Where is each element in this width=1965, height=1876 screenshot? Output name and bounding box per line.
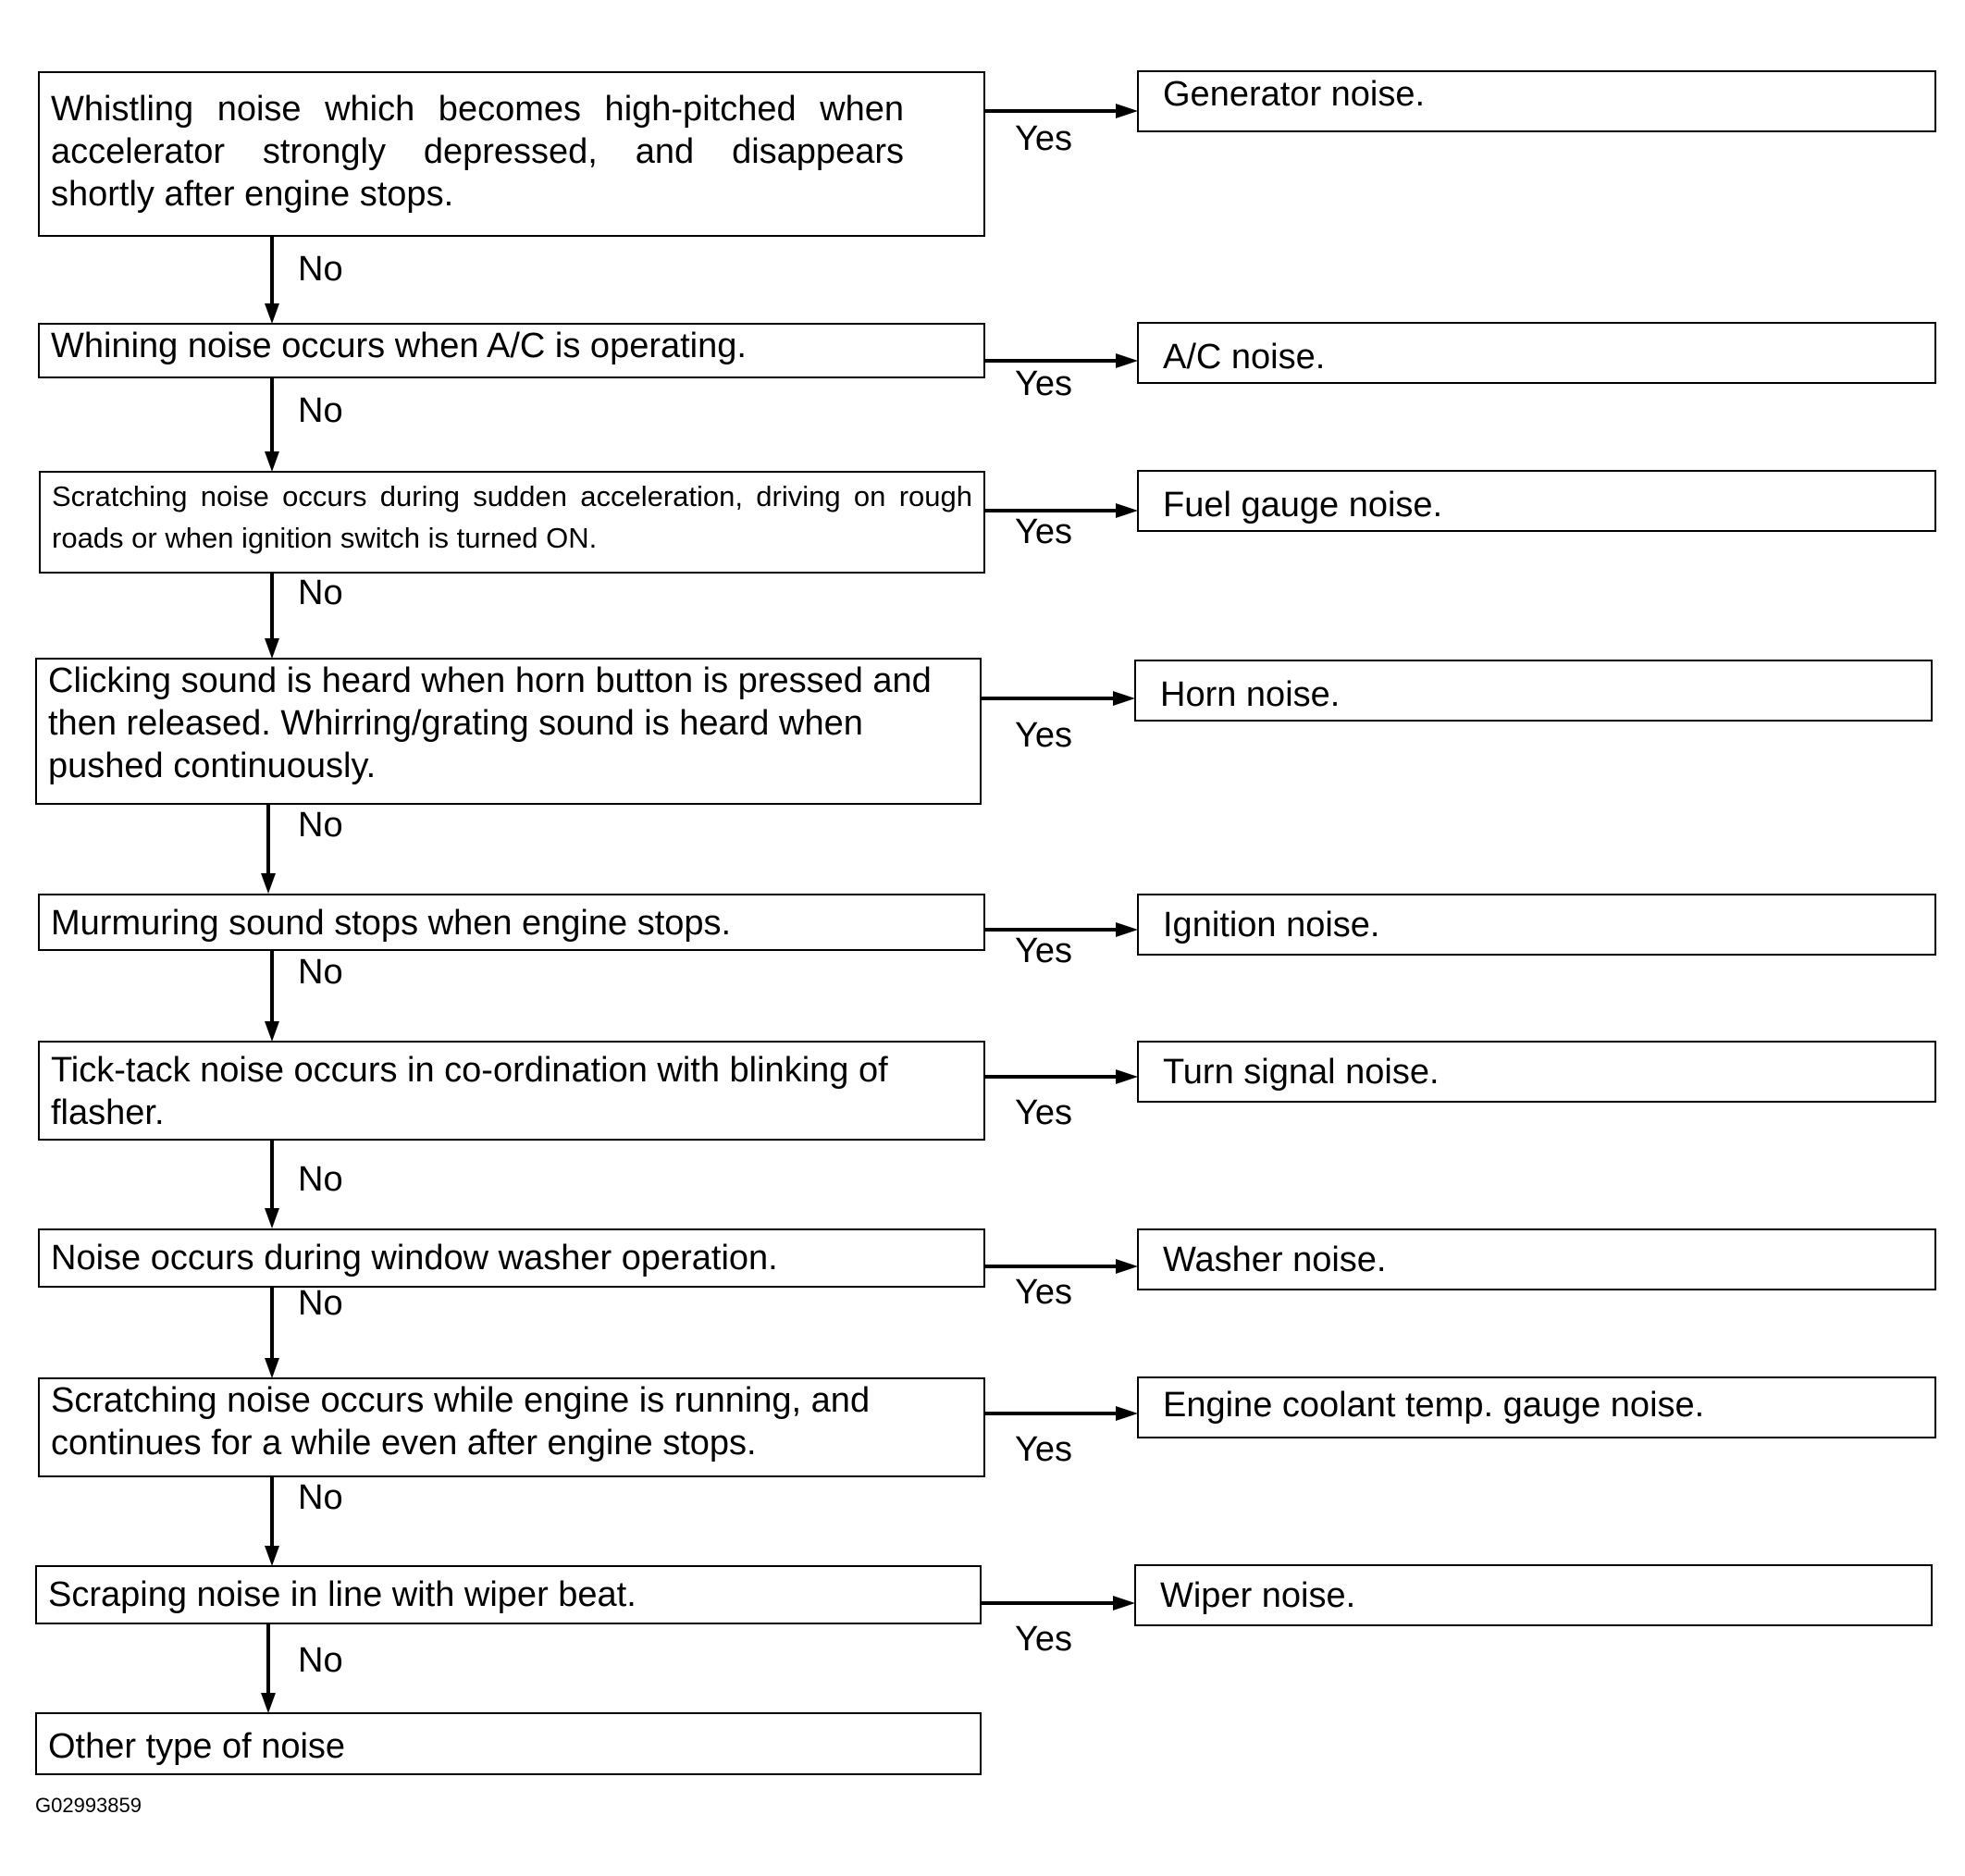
result-box: Washer noise.: [1137, 1228, 1936, 1290]
yes-arrowhead-6: [1116, 1069, 1138, 1084]
no-label: No: [298, 574, 343, 612]
no-arrowhead-8: [265, 1546, 279, 1566]
result-box: Turn signal noise.: [1137, 1041, 1936, 1103]
yes-label: Yes: [1015, 364, 1072, 403]
yes-label: Yes: [1015, 512, 1072, 551]
yes-label: Yes: [1015, 716, 1072, 755]
no-label: No: [298, 953, 343, 992]
no-arrowhead-7: [265, 1358, 279, 1378]
figure-code: G02993859: [35, 1794, 142, 1817]
no-label: No: [298, 806, 343, 845]
no-arrowhead-5: [265, 1021, 279, 1042]
yes-label: Yes: [1015, 1273, 1072, 1312]
no-label: No: [298, 1641, 343, 1680]
yes-arrowhead-9: [1113, 1596, 1135, 1611]
no-label: No: [298, 391, 343, 430]
question-box: Whining noise occurs when A/C is operating.: [38, 323, 985, 378]
no-arrowhead-6: [265, 1208, 279, 1228]
no-arrowhead-3: [265, 638, 279, 659]
no-label: No: [298, 1160, 343, 1199]
yes-arrowhead-3: [1116, 503, 1138, 518]
yes-label: Yes: [1015, 1620, 1072, 1659]
question-box: Scratching noise occurs while engine is running, and continues for a while even after engine stops.: [38, 1377, 985, 1477]
result-box: Ignition noise.: [1137, 894, 1936, 956]
no-arrowhead-2: [265, 451, 279, 472]
question-box: Noise occurs during window washer operation.: [38, 1228, 985, 1288]
yes-arrowhead-1: [1116, 104, 1138, 118]
result-box: A/C noise.: [1137, 322, 1936, 384]
result-box: Fuel gauge noise.: [1137, 470, 1936, 532]
question-box: Clicking sound is heard when horn button is pressed and then released. Whirring/grating sound is heard when pushed continuously.: [35, 658, 982, 805]
no-arrowhead-4: [261, 873, 276, 894]
result-box: Wiper noise.: [1134, 1564, 1933, 1626]
yes-label: Yes: [1015, 932, 1072, 970]
yes-arrowhead-7: [1116, 1259, 1138, 1274]
yes-arrowhead-8: [1116, 1406, 1138, 1421]
no-arrowhead-9: [261, 1693, 276, 1713]
yes-label: Yes: [1015, 1430, 1072, 1469]
no-arrowhead-1: [265, 303, 279, 324]
result-box: Engine coolant temp. gauge noise.: [1137, 1376, 1936, 1438]
yes-label: Yes: [1015, 1093, 1072, 1132]
no-label: No: [298, 1284, 343, 1323]
yes-arrowhead-4: [1113, 691, 1135, 706]
question-box: Tick-tack noise occurs in co-ordination with blinking of flasher.: [38, 1041, 985, 1141]
final-box: Other type of noise: [35, 1712, 982, 1775]
yes-label: Yes: [1015, 119, 1072, 158]
result-box: Generator noise.: [1137, 70, 1936, 132]
question-box: Murmuring sound stops when engine stops.: [38, 894, 985, 951]
question-box: Scraping noise in line with wiper beat.: [35, 1565, 982, 1624]
result-box: Horn noise.: [1134, 660, 1933, 722]
question-box: Whistling noise which becomes high-pitched when accelerator strongly depressed, and disappears shortly after engine stops.: [38, 71, 985, 237]
yes-arrowhead-5: [1116, 922, 1138, 937]
no-label: No: [298, 250, 343, 289]
yes-arrowhead-2: [1116, 353, 1138, 368]
question-box: Scratching noise occurs during sudden acceleration, driving on rough roads or when ignition switch is turned ON.: [39, 471, 985, 574]
no-label: No: [298, 1478, 343, 1517]
